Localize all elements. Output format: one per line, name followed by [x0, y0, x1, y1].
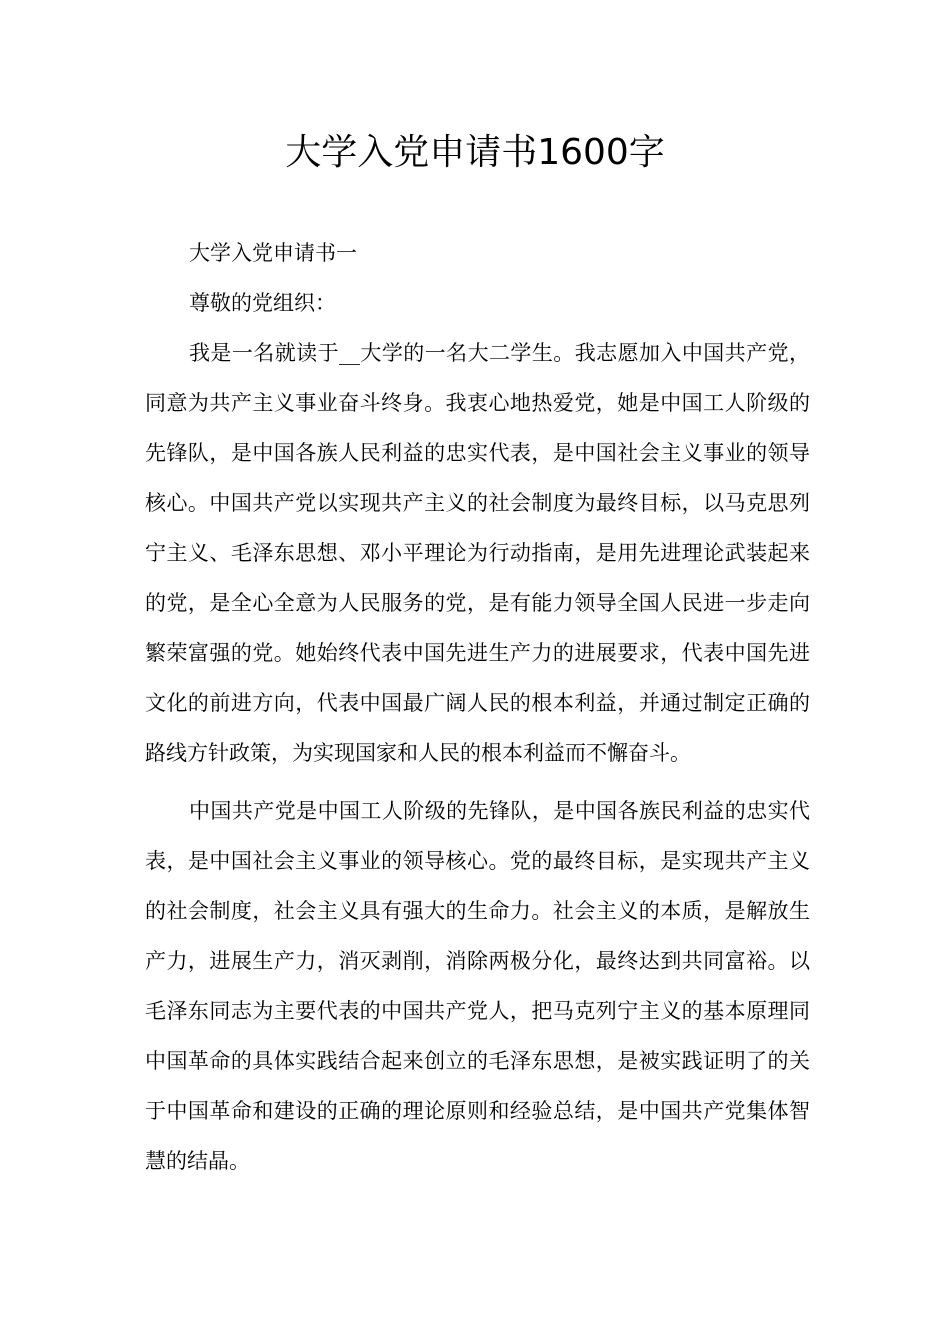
- document-body: [145, 228, 810, 1186]
- document-title: 大学入党申请书1600字: [285, 132, 665, 173]
- salutation: 尊敬的党组织：: [189, 291, 336, 315]
- body-paragraph-2: 中国共产党是中国工人阶级的先锋队，是中国各族民利益的忠实代表，是中国社会主义事业的领导核心。党的最终目标，是实现共产主义的社会制度，社会主义具有强大的生命力。社会主义的本质，是解放生产力，进展生产力，消灭剥削，消除两极分化，最终达到共同富裕。以毛泽东同志为主要代表的中国共产党人，把马克列宁主义的基本原理同中国革命的具体实践结合起来创立的毛泽东思想，是被实践证明了的关于中国革命和建设的正确的理论原则和经验总结，是中国共产党集体智慧的结晶。: [145, 799, 810, 1173]
- section-heading: 大学入党申请书一: [189, 241, 357, 265]
- body-paragraph-1: 我是一名就读于__大学的一名大二学生。我志愿加入中国共产党，同意为共产主义事业奋斗终身。我衷心地热爱党，她是中国工人阶级的先锋队，是中国各族人民利益的忠实代表，是中国社会主义事业的领导核心。中国共产党以实现共产主义的社会制度为最终目标，以马克思列宁主义、毛泽东思想、邓小平理论为行动指南，是用先进理论武装起来的党，是全心全意为人民服务的党，是有能力领导全国人民进一步走向繁荣富强的党。她始终代表中国先进生产力的进展要求，代表中国先进文化的前进方向，代表中国最广阔人民的根本利益，并通过制定正确的路线方针政策，为实现国家和人民的根本利益而不懈奋斗。: [145, 341, 810, 765]
